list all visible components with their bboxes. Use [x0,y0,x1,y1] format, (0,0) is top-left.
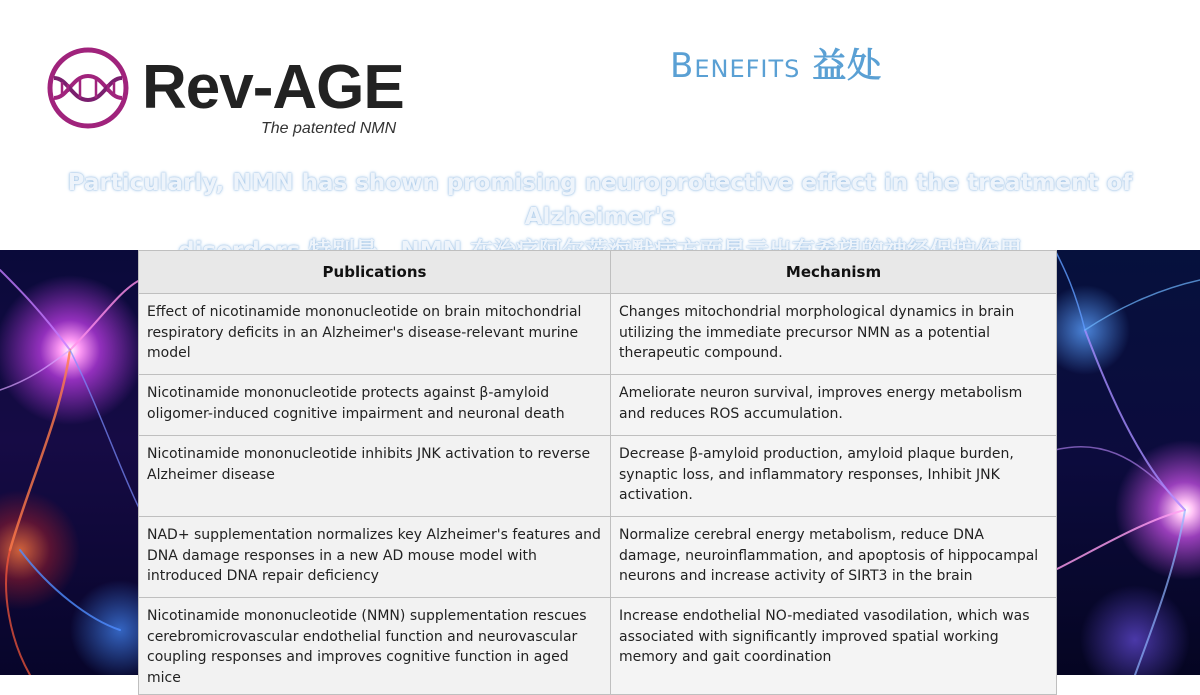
table-row [139,598,1057,695]
publications-table [138,250,1057,695]
column-header-publications: Publications [139,251,611,294]
table-row [139,436,1057,517]
publication-cell: Nicotinamide mononucleotide inhibits JNK activation to reverse Alzheimer disease [139,436,611,517]
subtitle-line-1: Particularly, NMN has shown promising neuroprotective effect in the treatment of Alzheimer's [67,170,1133,230]
page-title [670,38,882,87]
logo-tagline: The patented NMN [261,120,397,137]
publication-cell: NAD+ supplementation normalizes key Alzheimer's features and DNA damage responses in a new AD mouse model with introduced DNA repair deficiency [139,517,611,598]
dna-helix-icon [46,46,130,130]
mechanism-cell: Decrease β-amyloid production, amyloid plaque burden, synaptic loss, and inflammatory responses, Inhibit JNK activation. [611,436,1057,517]
neuron-image-right [1055,250,1200,675]
page-title-english: Benefits [670,46,801,86]
table-row [139,294,1057,375]
neuron-image-left [0,250,140,675]
column-header-mechanism: Mechanism [611,251,1057,294]
mechanism-cell: Ameliorate neuron survival, improves energy metabolism and reduces ROS accumulation. [611,375,1057,436]
publication-cell: Nicotinamide mononucleotide protects against β-amyloid oligomer-induced cognitive impairment and neuronal death [139,375,611,436]
mechanism-cell: Changes mitochondrial morphological dynamics in brain utilizing the immediate precursor NMN as a potential therapeutic compound. [611,294,1057,375]
logo-wordmark: Rev-AGE [142,53,404,122]
table-header-row [139,251,1057,294]
rev-age-logo [46,46,426,146]
publication-cell: Effect of nicotinamide mononucleotide on brain mitochondrial respiratory deficits in an Alzheimer's disease-relevant murine model [139,294,611,375]
table-row [139,375,1057,436]
page-title-chinese: 益处 [812,46,883,86]
table-row [139,517,1057,598]
mechanism-cell: Normalize cerebral energy metabolism, reduce DNA damage, neuroinflammation, and apoptosis of hippocampal neurons and increase activity of SIRT3 in the brain [611,517,1057,598]
mechanism-cell: Increase endothelial NO-mediated vasodilation, which was associated with significantly improved spatial working memory and gait coordination [611,598,1057,695]
publication-cell: Nicotinamide mononucleotide (NMN) supplementation rescues cerebromicrovascular endothelial function and neurovascular coupling responses and improves cognitive function in aged mice [139,598,611,695]
